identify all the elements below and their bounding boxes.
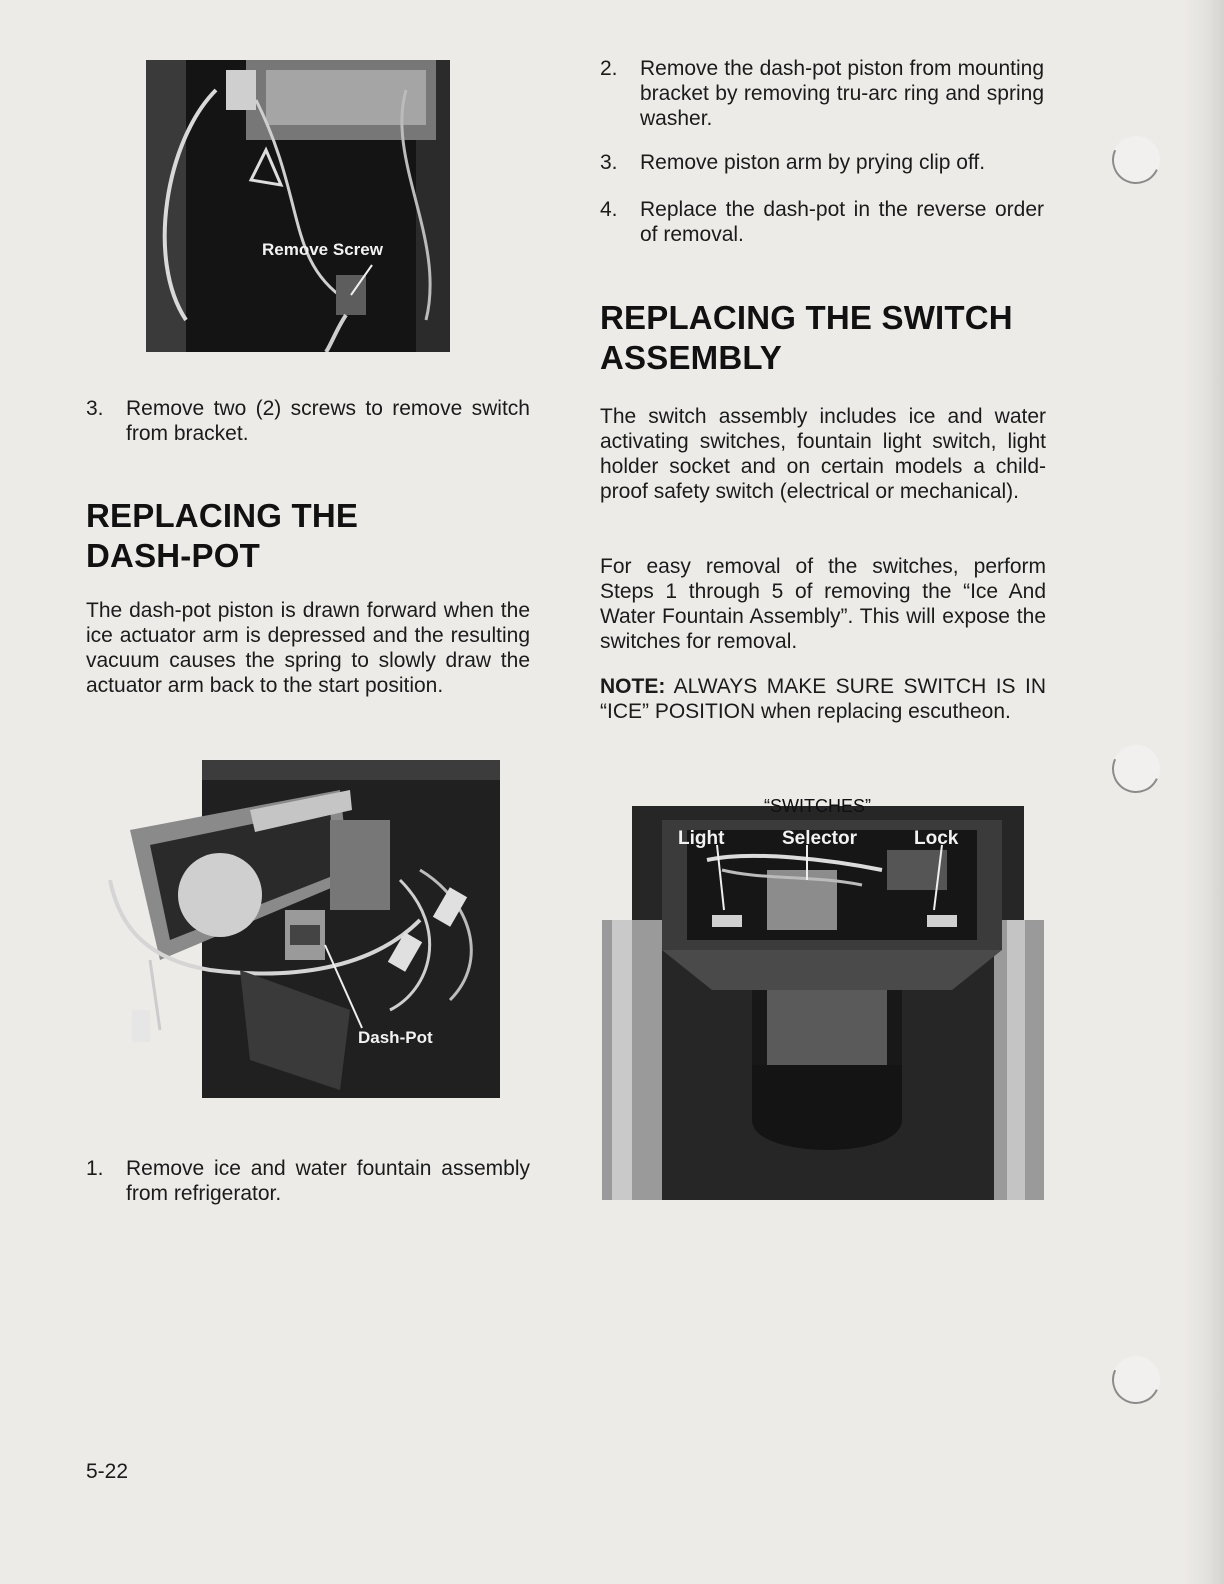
heading-line-2: ASSEMBLY	[600, 339, 782, 376]
photo-label-lock: Lock	[914, 828, 959, 849]
heading-line-1: REPLACING THE	[86, 497, 359, 534]
heading-line-2: DASH-POT	[86, 537, 260, 574]
switch-intro-paragraph: The switch assembly includes ice and water activating switches, fountain light switch, light holder socket and on certain models a child-proof safety switch (electrical or mechanical).	[600, 405, 1046, 503]
photo-dash-pot	[90, 760, 500, 1098]
photo-label-light: Light	[678, 828, 725, 849]
photo-switches	[602, 790, 1044, 1200]
step-text: Remove the dash-pot piston from mounting bracket by removing tru-arc ring and spring washer.	[640, 57, 1044, 130]
step-number: 1.	[86, 1157, 104, 1180]
step-number: 3.	[600, 151, 618, 174]
step-number: 2.	[600, 57, 618, 80]
step-replace-dashpot	[600, 197, 1044, 247]
page-edge-shadow	[1184, 0, 1224, 1584]
step-text: Replace the dash-pot in the reverse order of removal.	[640, 198, 1044, 246]
dashpot-intro-paragraph: The dash-pot piston is drawn forward when the ice actuator arm is depressed and the resulting vacuum causes the spring to slowly draw the actuator arm back to the start position.	[86, 599, 530, 697]
photo-remove-screw	[146, 60, 450, 352]
switch-removal-paragraph: For easy removal of the switches, perform Steps 1 through 5 of removing the “Ice And Water Fountain Assembly”. This will expose the switches for removal.	[600, 555, 1046, 653]
note-text: ALWAYS MAKE SURE SWITCH IS IN “ICE” POSITION when replacing escutheon.	[600, 675, 1046, 723]
step-remove-fountain	[86, 1156, 530, 1206]
heading-replacing-dashpot	[86, 496, 530, 576]
step-remove-screws	[86, 396, 530, 446]
photo-label-remove-screw: Remove Screw	[262, 240, 383, 259]
heading-line-1: REPLACING THE SWITCH	[600, 299, 1013, 336]
switch-note	[600, 674, 1046, 724]
step-text: Remove piston arm by prying clip off.	[640, 151, 986, 174]
step-number: 4.	[600, 198, 618, 221]
page-number: 5-22	[86, 1460, 129, 1483]
binder-hole-top	[1105, 129, 1167, 191]
heading-replacing-switch	[600, 298, 1046, 378]
binder-hole-middle	[1105, 738, 1167, 800]
step-text: Remove ice and water fountain assembly from refrigerator.	[126, 1157, 530, 1205]
photo-title-switches: “SWITCHES”	[764, 796, 871, 816]
step-remove-piston-arm	[600, 150, 1044, 175]
binder-hole-bottom	[1105, 1349, 1167, 1411]
note-label: NOTE:	[600, 675, 666, 698]
step-text: Remove two (2) screws to remove switch from bracket.	[126, 397, 530, 445]
photo-label-dash-pot: Dash-Pot	[358, 1028, 433, 1047]
step-remove-dashpot-piston	[600, 56, 1044, 131]
photo-label-selector: Selector	[782, 828, 857, 849]
step-number: 3.	[86, 397, 104, 420]
